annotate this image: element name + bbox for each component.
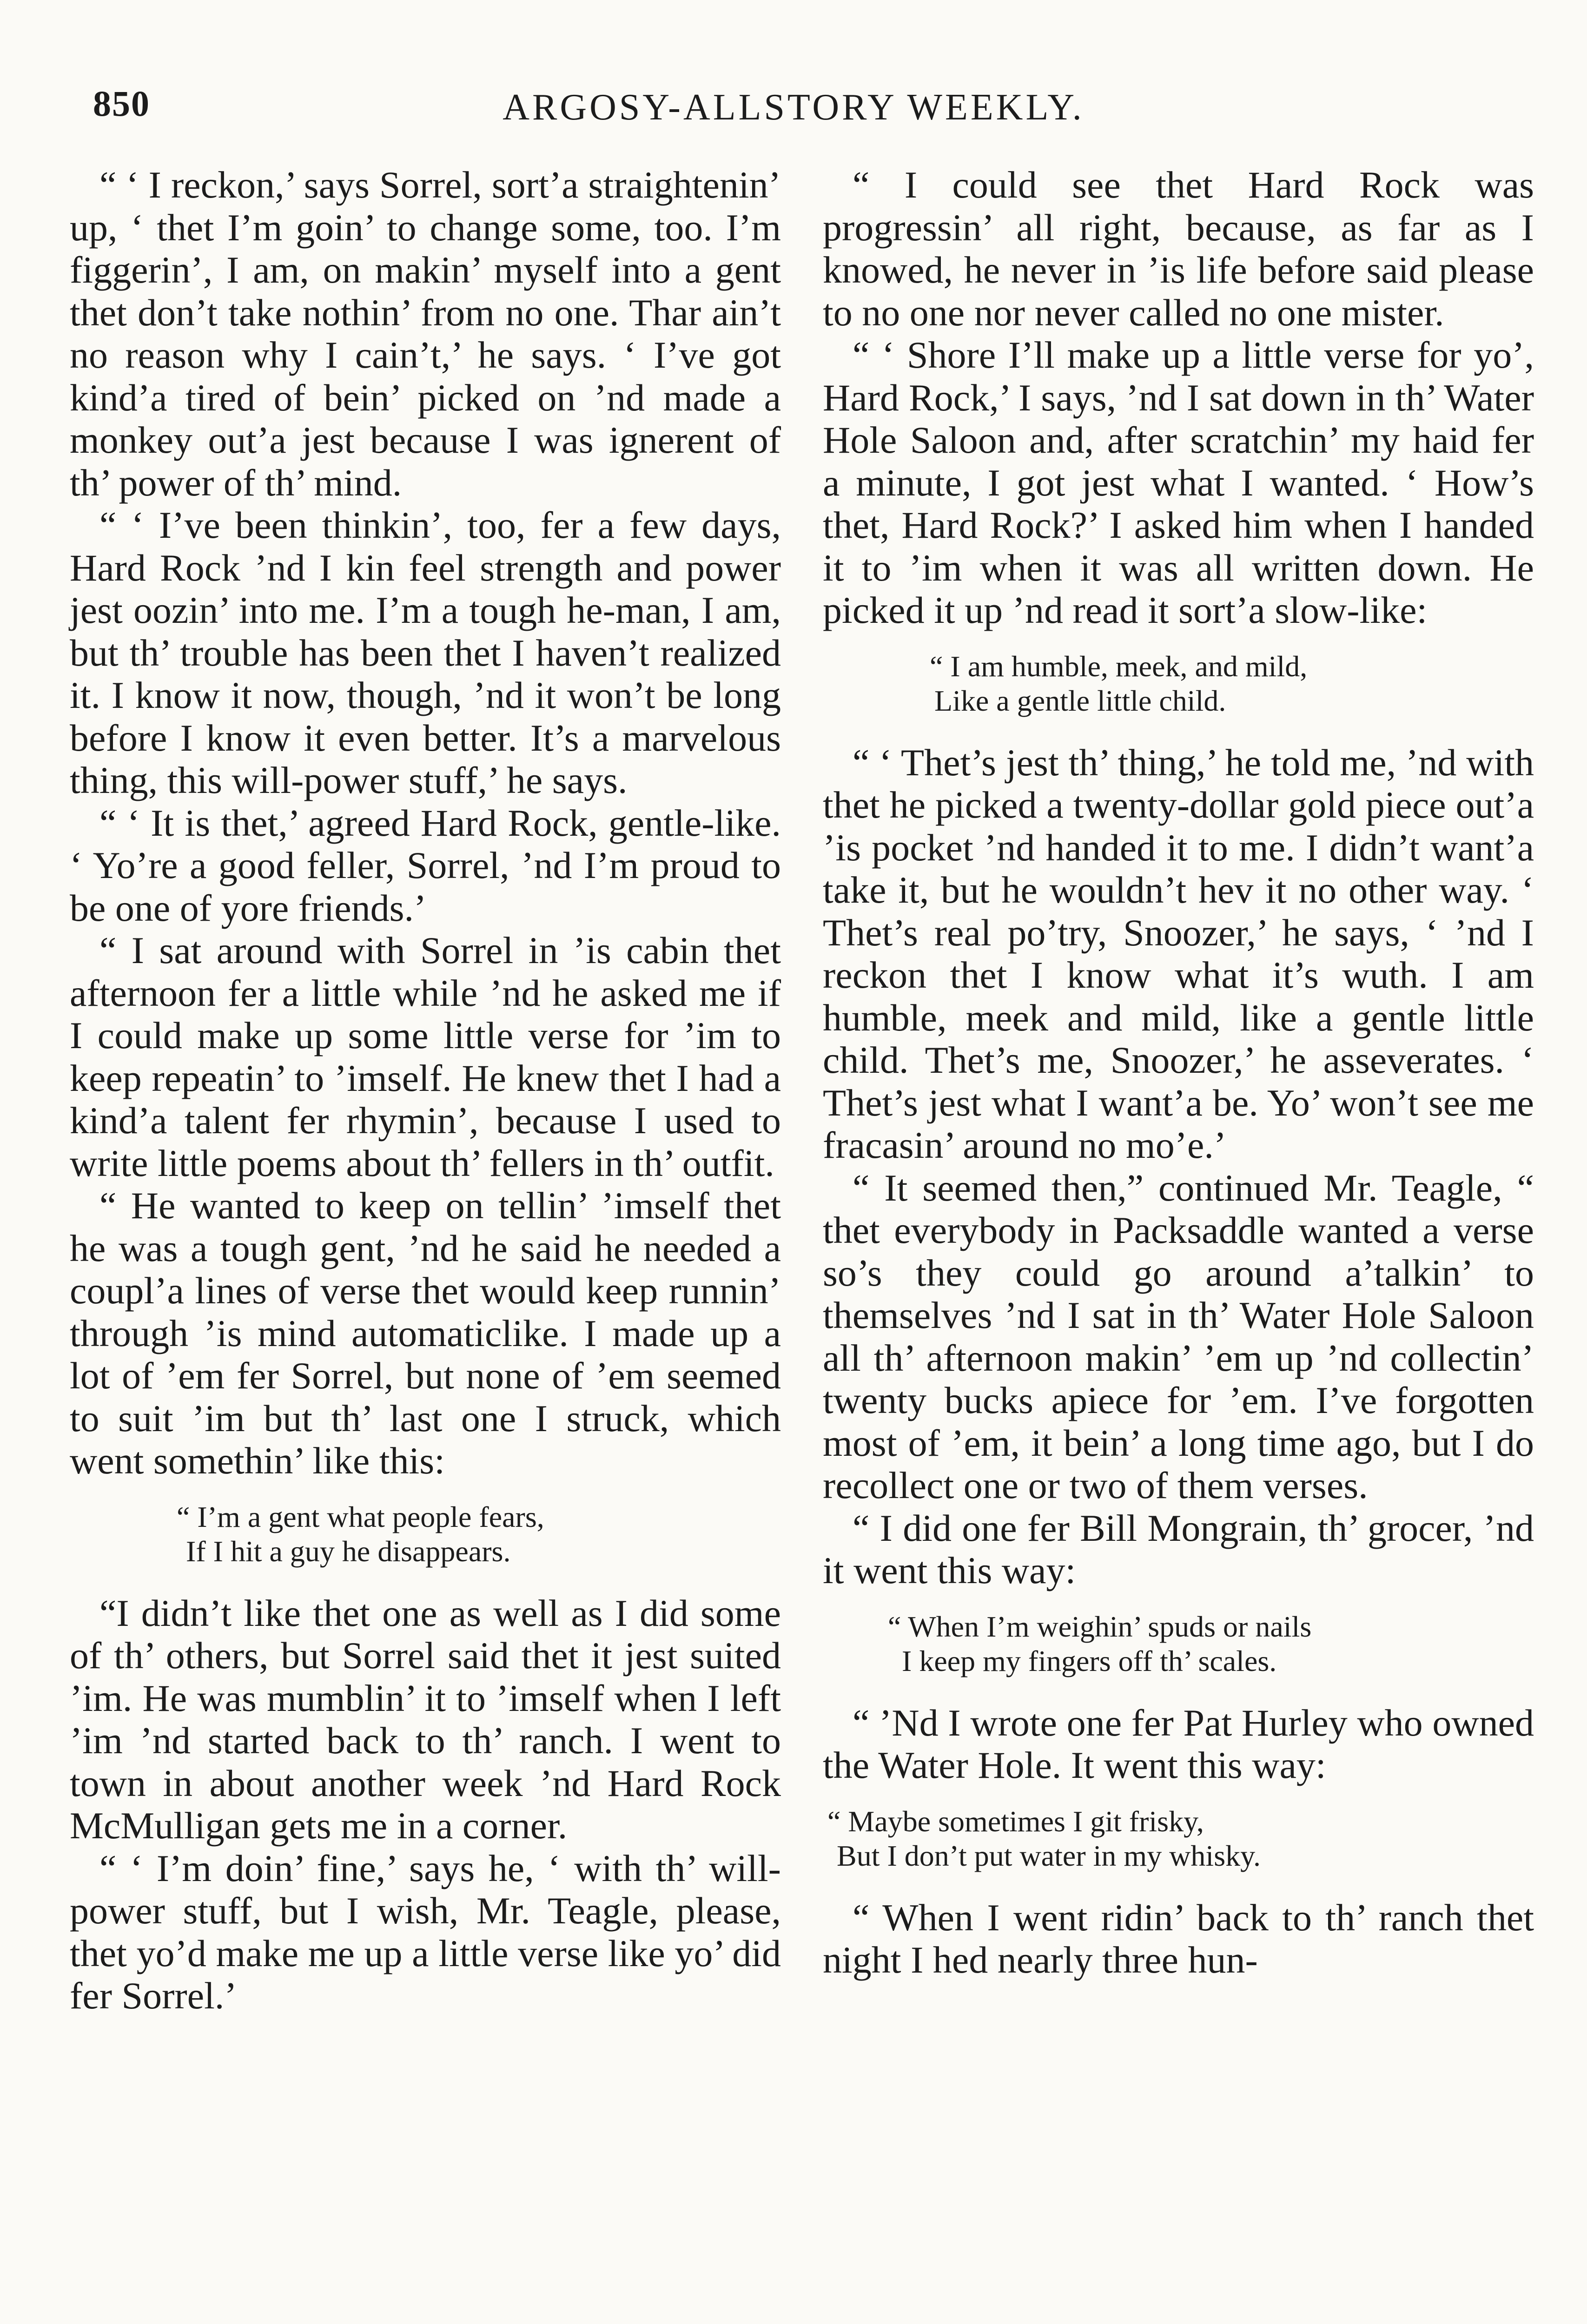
verse-block	[70, 1500, 781, 1569]
verse-block	[823, 1610, 1534, 1678]
page-number: 850	[93, 83, 150, 124]
verse-line: “ I’m a gent what people fears,	[177, 1500, 544, 1533]
paragraph: “ ‘ Thet’s jest th’ thing,’ he told me, ’nd with thet he picked a twenty-dollar gold piece out’a ’is pocket ’nd handed it to me. I didn’t want’a take it, but he wouldn’t hev it no other way. ‘ Thet’s real po’try, Snoozer,’ he says, ‘ ’nd I reckon thet I know what it’s wuth. I am humble, meek and mild, like a gentle little child. Thet’s me, Snoozer,’ he asseverates. ‘ Thet’s jest what I want’a be. Yo’ won’t see me fracasin’ around no mo’e.’	[823, 741, 1534, 1166]
paragraph: “ ‘ I’ve been thinkin’, too, fer a few days, Hard Rock ’nd I kin feel strength and power jest oozin’ into me. I’m a tough he-man, I am, but th’ trouble has been thet I haven’t realized it. I know it now, though, ’nd it won’t be long before I know it even better. It’s a marvelous thing, this will-power stuff,’ he says.	[70, 504, 781, 801]
paragraph: “I didn’t like thet one as well as I did some of th’ others, but Sorrel said thet it jest suited ’im. He was mumblin’ it to ’imself when I left ’im ’nd started back to th’ ranch. I went to town in about another week ’nd Hard Rock McMulligan gets me in a corner.	[70, 1591, 781, 1847]
verse-line: “ I am humble, meek, and mild,	[930, 649, 1308, 683]
paragraph: “ ’Nd I wrote one fer Pat Hurley who owned the Water Hole. It went this way:	[823, 1701, 1534, 1786]
paragraph: “ I did one fer Bill Mongrain, th’ grocer, ’nd it went this way:	[823, 1506, 1534, 1591]
paragraph: “ ‘ It is thet,’ agreed Hard Rock, gentle-like. ‘ Yo’re a good feller, Sorrel, ’nd I’m proud to be one of yore friends.’	[70, 801, 781, 929]
verse-line: Like a gentle little child.	[934, 684, 1226, 717]
running-title: ARGOSY-ALLSTORY WEEKLY.	[503, 87, 1084, 128]
verse-line: “ Maybe sometimes I git frisky,	[827, 1804, 1204, 1838]
right-column	[823, 164, 1534, 1981]
paragraph: “ I sat around with Sorrel in ’is cabin thet afternoon fer a little while ’nd he asked me if I could make up some little verse for ’im to keep repeatin’ to ’imself. He knew thet I had a kind’a talent fer rhymin’, because I used to write little poems about th’ fellers in th’ outfit.	[70, 929, 781, 1184]
verse-line: I keep my fingers off th’ scales.	[902, 1644, 1277, 1677]
paragraph: “ It seemed then,” continued Mr. Teagle, “ thet everybody in Packsaddle wanted a verse so’s they could go around a’talkin’ to themselves ’nd I sat in th’ Water Hole Saloon all th’ afternoon makin’ ’em up ’nd collectin’ twenty bucks apiece for ’em. I’ve forgotten most of ’em, it bein’ a long time ago, but I do recollect one or two of them verses.	[823, 1166, 1534, 1506]
paragraph: “ When I went ridin’ back to th’ ranch thet night I hed nearly three hun-	[823, 1896, 1534, 1981]
verse-line: If I hit a guy he disappears.	[186, 1534, 511, 1568]
left-column	[70, 164, 781, 2017]
page-header	[0, 83, 1587, 139]
verse-block	[823, 1804, 1534, 1873]
verse-block	[823, 649, 1534, 718]
paragraph: “ I could see thet Hard Rock was progressin’ all right, because, as far as I knowed, he never in ’is life before said please to no one nor never called no one mister.	[823, 164, 1534, 334]
verse-line: But I don’t put water in my whisky.	[837, 1839, 1261, 1872]
paragraph: “ ‘ Shore I’ll make up a little verse for yo’, Hard Rock,’ I says, ’nd I sat down in th’ Water Hole Saloon and, after scratchin’ my haid fer a minute, I got jest what I wanted. ‘ How’s thet, Hard Rock?’ I asked him when I handed it to ’im when it was all written down. He picked it up ’nd read it sort’a slow-like:	[823, 334, 1534, 631]
paragraph: “ ‘ I reckon,’ says Sorrel, sort’a straightenin’ up, ‘ thet I’m goin’ to change some, too. I’m figgerin’, I am, on makin’ myself into a gent thet don’t take nothin’ from no one. Thar ain’t no reason why I cain’t,’ he says. ‘ I’ve got kind’a tired of bein’ picked on ’nd made a monkey out’a jest because I was ignerent of th’ power of th’ mind.	[70, 164, 781, 504]
paragraph: “ He wanted to keep on tellin’ ’imself thet he was a tough gent, ’nd he said he needed a coupl’a lines of verse thet would keep runnin’ through ’is mind automaticlike. I made up a lot of ’em fer Sorrel, but none of ’em seemed to suit ’im but th’ last one I struck, which went somethin’ like this:	[70, 1184, 781, 1482]
paragraph: “ ‘ I’m doin’ fine,’ says he, ‘ with th’ will-power stuff, but I wish, Mr. Teagle, please, thet yo’d make me up a little verse like yo’ did fer Sorrel.’	[70, 1847, 781, 2017]
verse-line: “ When I’m weighin’ spuds or nails	[888, 1610, 1312, 1643]
